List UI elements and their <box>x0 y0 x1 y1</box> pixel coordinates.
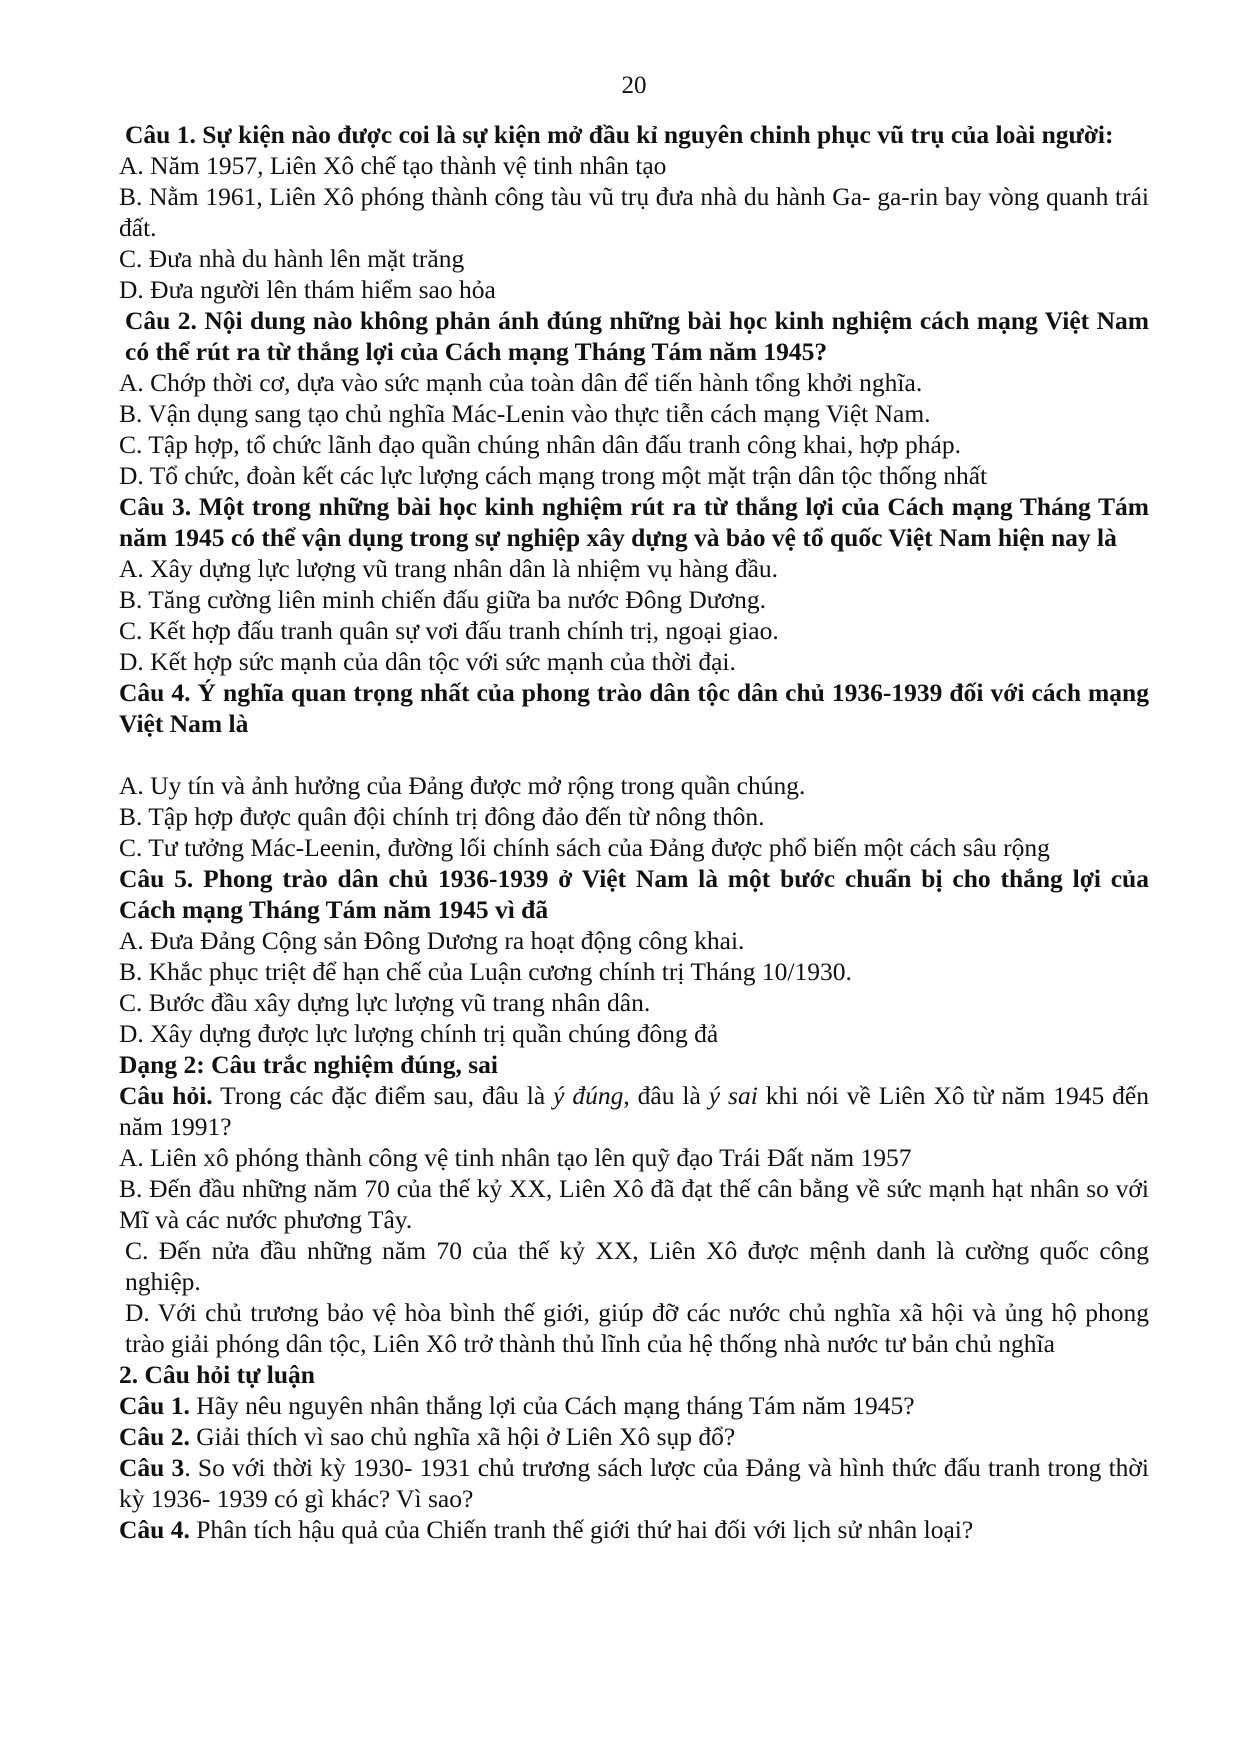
option: D. Với chủ trương bảo vệ hòa bình thế giới, giúp đỡ các nước chủ nghĩa xã hội và ủng hộ phong trào giải phóng dân tộc, Liên Xô trở thành thủ lĩnh của hệ thống nhà nước tư bản chủ nghĩa <box>125 1298 1149 1358</box>
page-number: 20 <box>621 72 647 99</box>
question-text: Phong trào dân chủ 1936-1939 ở Việt Nam là một bước chuẩn bị cho thắng lợi của Cách mạng Tháng Tám năm 1945 vì đã <box>119 864 1149 924</box>
italic-term: ý đúng <box>553 1081 624 1110</box>
blank-line <box>119 739 1149 770</box>
option: B. Đến đầu những năm 70 của thế kỷ XX, Liên Xô đã đạt thế cân bằng về sức mạnh hạt nhân so với Mĩ và các nước phương Tây. <box>119 1174 1149 1234</box>
essay-label: Câu 4. <box>119 1515 190 1544</box>
option: D. Đưa người lên thám hiểm sao hỏa <box>119 275 496 304</box>
question-number: Câu 2. <box>125 306 197 335</box>
question-2 <box>119 305 1149 367</box>
essay-question <box>119 1514 1149 1545</box>
option: C. Tập hợp, tổ chức lãnh đạo quần chúng nhân dân đấu tranh công khai, hợp pháp. <box>119 430 961 459</box>
essay-text: Hãy nêu nguyên nhân thắng lợi của Cách mạng tháng Tám năm 1945? <box>189 1391 915 1420</box>
question-number: Câu 4. <box>119 678 191 707</box>
question-5 <box>119 863 1149 925</box>
option: A. Chớp thời cơ, dựa vào sức mạnh của toàn dân để tiến hành tổng khởi nghĩa. <box>119 368 923 397</box>
section-heading-essay: 2. Câu hỏi tự luận <box>119 1360 315 1389</box>
option: C. Đến nửa đầu những năm 70 của thế kỷ XX, Liên Xô được mệnh danh là cường quốc công nghiệp. <box>125 1236 1149 1296</box>
option: B. Nằm 1961, Liên Xô phóng thành công tàu vũ trụ đưa nhà du hành Ga- ga-rin bay vòng quanh trái đất. <box>119 182 1149 242</box>
option: D. Kết hợp sức mạnh của dân tộc với sức mạnh của thời đại. <box>119 647 736 676</box>
question-4 <box>119 677 1149 739</box>
question-text: Trong các đặc điểm sau, đâu là <box>212 1081 554 1110</box>
question-text: Ý nghĩa quan trọng nhất của phong trào dân tộc dân chủ 1936-1939 đối với cách mạng Việt Nam là <box>119 678 1149 738</box>
option: A. Uy tín và ảnh hưởng của Đảng được mở rộng trong quần chúng. <box>119 771 806 800</box>
essay-text: . So với thời kỳ 1930- 1931 chủ trương sách lược của Đảng và hình thức đấu tranh trong thời kỳ 1936- 1939 có gì khác? Vì sao? <box>119 1453 1149 1513</box>
true-false-question <box>119 1080 1149 1142</box>
question-3 <box>119 491 1149 553</box>
question-text: khi nói về Liên Xô từ năm 1945 đến năm 1991? <box>119 1081 1149 1141</box>
essay-label: Câu 1. <box>119 1391 190 1420</box>
option: B. Vận dụng sang tạo chủ nghĩa Mác-Lenin vào thực tiễn cách mạng Việt Nam. <box>119 399 931 428</box>
section-heading-dang-2: Dạng 2: Câu trắc nghiệm đúng, sai <box>119 1050 499 1079</box>
option: C. Bước đầu xây dựng lực lượng vũ trang nhân dân. <box>119 988 651 1017</box>
option: B. Khắc phục triệt để hạn chế của Luận cương chính trị Tháng 10/1930. <box>119 957 852 986</box>
option: A. Xây dựng lực lượng vũ trang nhân dân là nhiệm vụ hàng đầu. <box>119 554 779 583</box>
essay-question <box>119 1452 1149 1514</box>
essay-question <box>119 1421 1149 1452</box>
question-number: Câu 5. <box>119 864 194 893</box>
question-label: Câu hỏi. <box>119 1081 213 1110</box>
essay-text: Phân tích hậu quả của Chiến tranh thế giới thứ hai đối với lịch sử nhân loại? <box>189 1515 974 1544</box>
italic-term: ý sai <box>708 1081 758 1110</box>
option: A. Năm 1957, Liên Xô chế tạo thành vệ tinh nhân tạo <box>119 151 667 180</box>
option: B. Tập hợp được quân đội chính trị đông đảo đến từ nông thôn. <box>119 802 765 831</box>
option: C. Tư tưởng Mác-Leenin, đường lối chính sách của Đảng được phổ biến một cách sâu rộng <box>119 833 1050 862</box>
essay-question <box>119 1390 1149 1421</box>
question-1 <box>119 119 1149 150</box>
question-text: , đâu là <box>623 1081 709 1110</box>
option: C. Đưa nhà du hành lên mặt trăng <box>119 244 465 273</box>
option: C. Kết hợp đấu tranh quân sự vơi đấu tranh chính trị, ngoại giao. <box>119 616 779 645</box>
option: B. Tăng cường liên minh chiến đấu giữa ba nước Đông Dương. <box>119 585 766 614</box>
option: D. Xây dựng được lực lượng chính trị quần chúng đông đả <box>119 1019 719 1048</box>
essay-label: Câu 3 <box>119 1453 185 1482</box>
option: D. Tổ chức, đoàn kết các lực lượng cách mạng trong một mặt trận dân tộc thống nhất <box>119 461 988 490</box>
essay-text: Giải thích vì sao chủ nghĩa xã hội ở Liên Xô sụp đổ? <box>189 1422 736 1451</box>
question-number: Câu 3. <box>119 492 192 521</box>
question-text: Nội dung nào không phản ánh đúng những bài học kinh nghiệm cách mạng Việt Nam có thể rút ra từ thắng lợi của Cách mạng Tháng Tám năm 1945? <box>125 306 1149 366</box>
option: A. Liên xô phóng thành công vệ tinh nhân tạo lên quỹ đạo Trái Đất năm 1957 <box>119 1143 912 1172</box>
option: A. Đưa Đảng Cộng sản Đông Dương ra hoạt động công khai. <box>119 926 745 955</box>
question-text: Một trong những bài học kinh nghiệm rút ra từ thắng lợi của Cách mạng Tháng Tám năm 1945 có thể vận dụng trong sự nghiệp xây dựng và bảo vệ tổ quốc Việt Nam hiện nay là <box>119 492 1149 552</box>
question-text: Sự kiện nào được coi là sự kiện mở đầu kỉ nguyên chinh phục vũ trụ của loài người: <box>195 120 1114 149</box>
question-number: Câu 1. <box>125 120 196 149</box>
essay-label: Câu 2. <box>119 1422 190 1451</box>
